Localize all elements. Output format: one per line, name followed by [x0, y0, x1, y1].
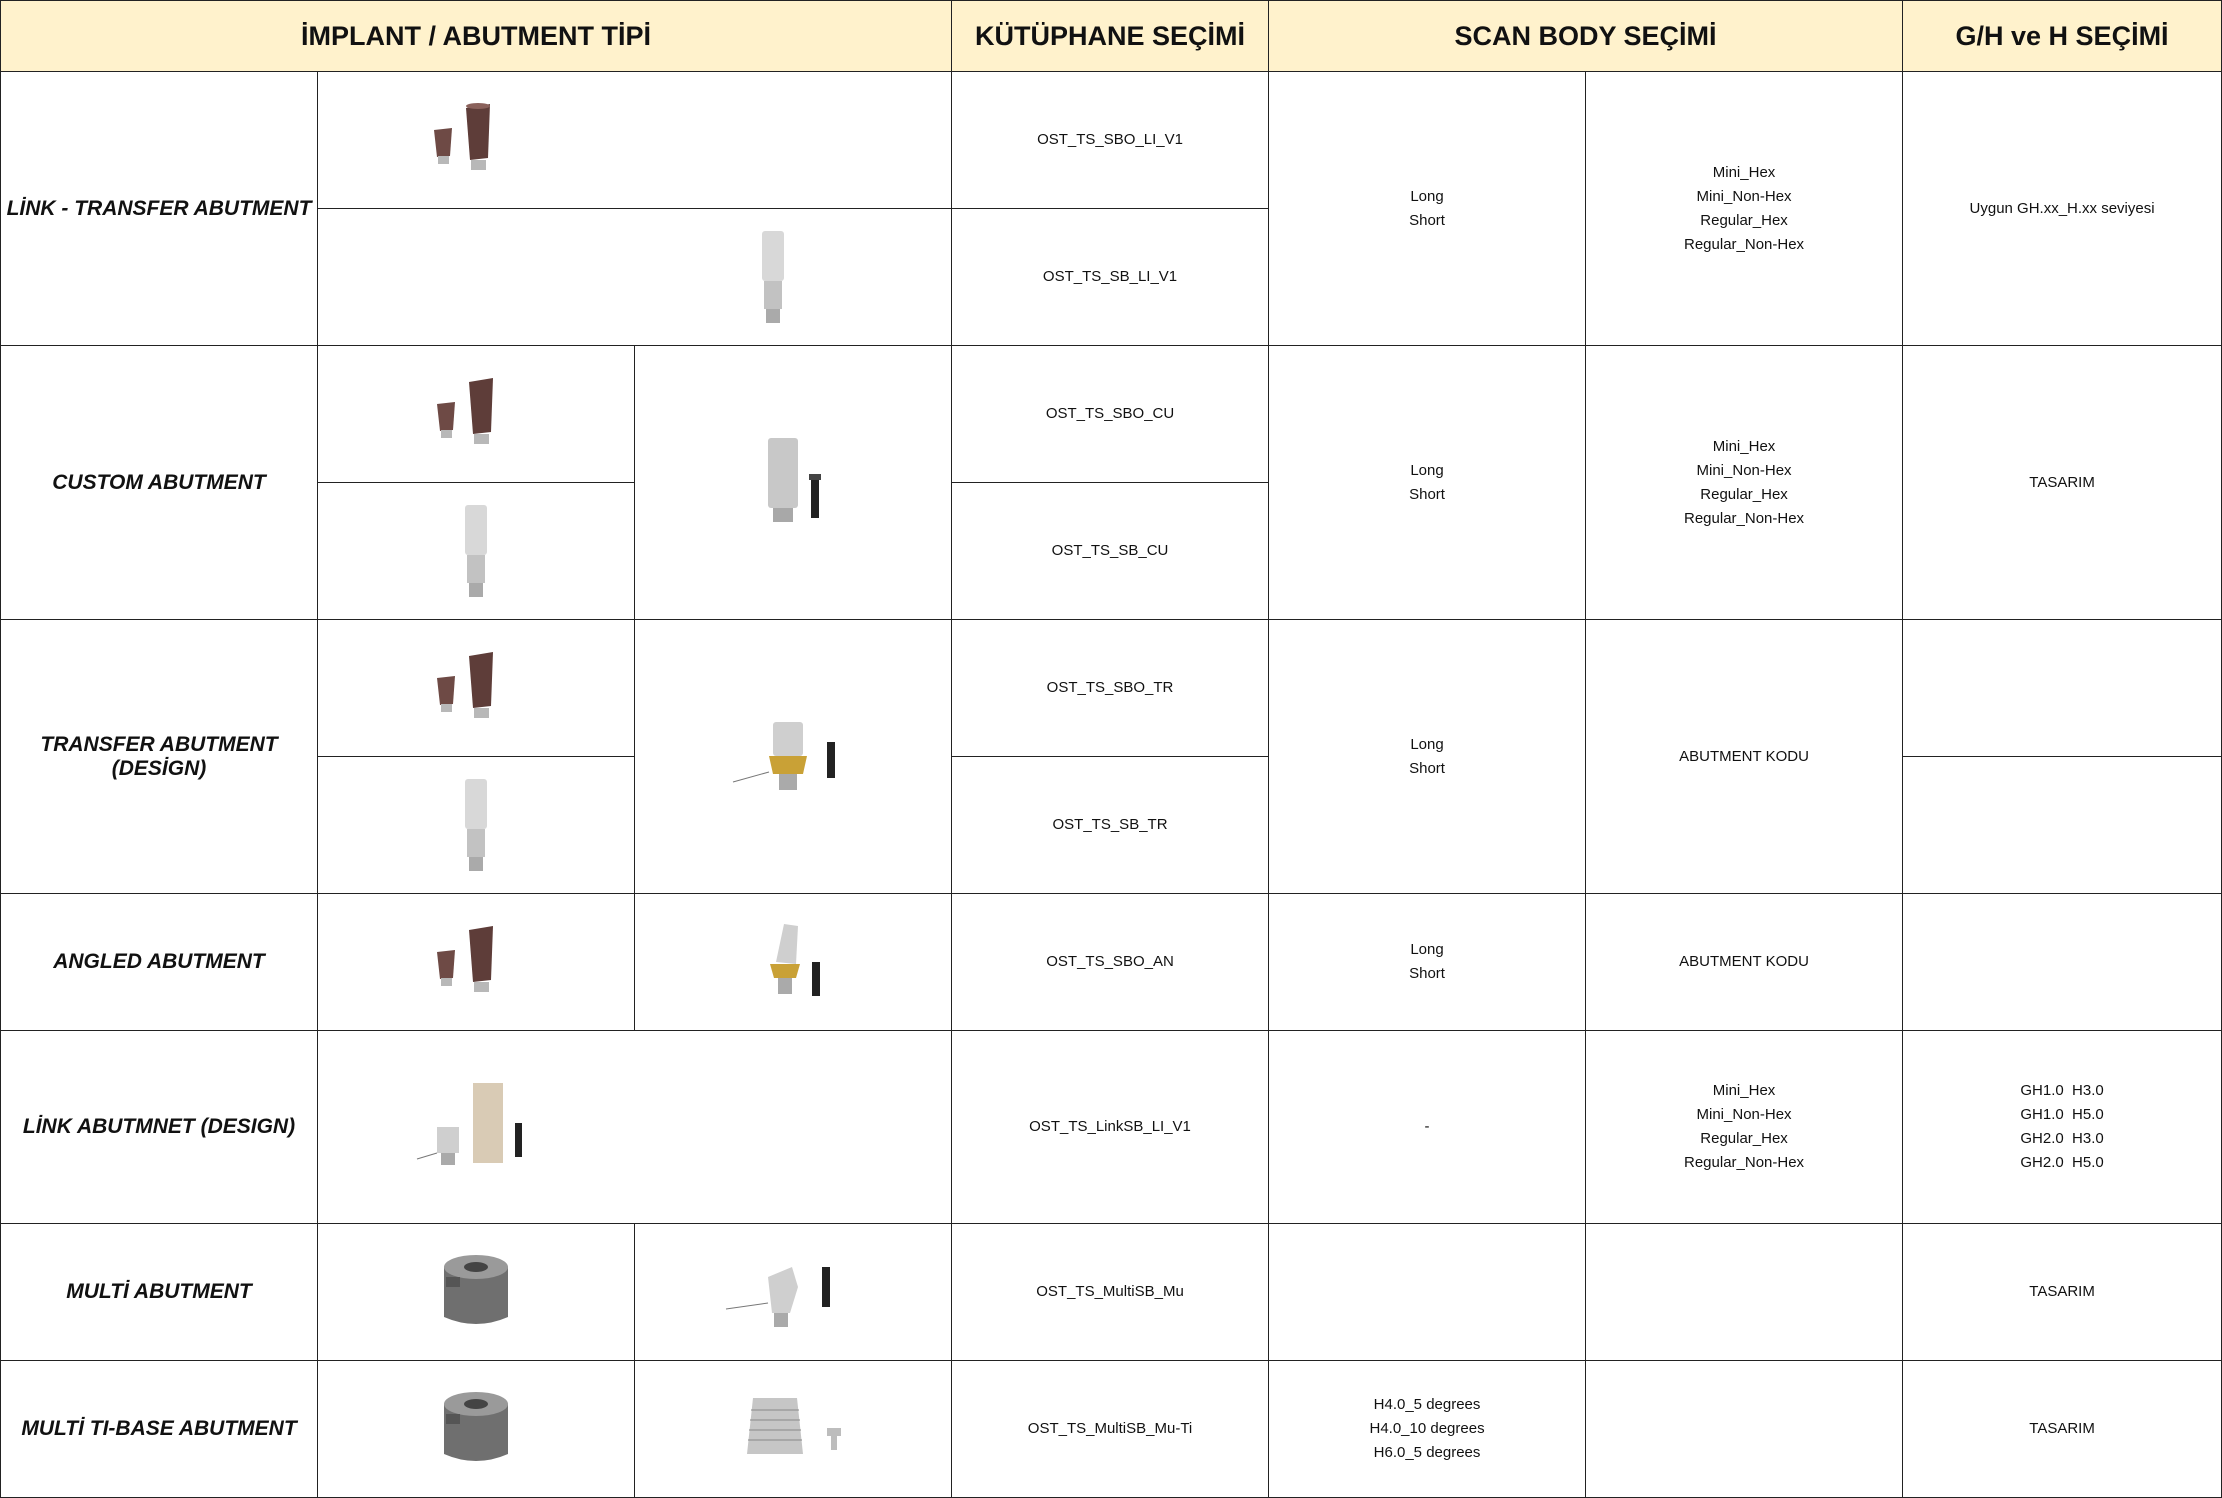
ti-base-cylinder-icon — [723, 1384, 863, 1474]
gray-scanbody-icon — [758, 227, 788, 327]
gray-scanbody-icon — [461, 775, 491, 875]
gold-transfer-abutment-icon — [723, 712, 863, 802]
lib-custom-sb: OST_TS_SB_CU — [952, 483, 1269, 620]
row-name-multi: MULTİ ABUTMENT — [1, 1224, 318, 1361]
row-name-link-design: LİNK ABUTMNET (DESIGN) — [1, 1031, 318, 1224]
length-angled: Long Short — [1269, 894, 1586, 1031]
length-multi-tibase: H4.0_5 degrees H4.0_10 degrees H6.0_5 degrees — [1269, 1361, 1586, 1498]
scanbody-brown-image — [318, 72, 952, 209]
header-implant-type: İMPLANT / ABUTMENT TİPİ — [1, 1, 952, 72]
row-name-link-transfer: LİNK - TRANSFER ABUTMENT — [1, 72, 318, 346]
brown-scanbody-pair-icon — [428, 100, 518, 180]
gh-transfer-design-bottom — [1903, 757, 2222, 894]
gray-scanbody-icon — [461, 501, 491, 601]
row-name-custom: CUSTOM ABUTMENT — [1, 346, 318, 620]
row-name-transfer-design: TRANSFER ABUTMENT (DESİGN) — [1, 620, 318, 894]
multi-abutment-diagram-icon — [718, 1247, 868, 1337]
gh-transfer-design-top — [1903, 620, 2222, 757]
scanbody-gray-image — [318, 483, 635, 620]
row-name-multi-tibase: MULTİ TI-BASE ABUTMENT — [1, 1361, 318, 1498]
gh-link-design: GH1.0 H3.0 GH1.0 H5.0 GH2.0 H3.0 GH2.0 H5.0 — [1903, 1031, 2222, 1224]
ti-base-image — [635, 1361, 952, 1498]
row-name-angled: ANGLED ABUTMENT — [1, 894, 318, 1031]
header-scanbody: SCAN BODY SEÇİMİ — [1269, 1, 1903, 72]
connection-transfer-design: ABUTMENT KODU — [1586, 620, 1903, 894]
scanbody-brown-image — [318, 620, 635, 757]
lib-multi-tibase: OST_TS_MultiSB_Mu-Ti — [952, 1361, 1269, 1498]
scanbody-brown-image — [318, 894, 635, 1031]
link-abutment-image — [318, 1031, 952, 1224]
lib-link-sb: OST_TS_SB_LI_V1 — [952, 209, 1269, 346]
ti-base-abutment-icon — [753, 428, 833, 538]
connection-angled: ABUTMENT KODU — [1586, 894, 1903, 1031]
lib-link-design: OST_TS_LinkSB_LI_V1 — [952, 1031, 1269, 1224]
scanbody-gray-image — [318, 757, 635, 894]
angled-abutment-image — [635, 894, 952, 1031]
multi-scanbody-icon — [436, 1384, 516, 1474]
multi-scanbody-image — [318, 1361, 635, 1498]
lib-angled: OST_TS_SBO_AN — [952, 894, 1269, 1031]
connection-multi — [1586, 1224, 1903, 1361]
brown-scanbody-pair-icon — [431, 374, 521, 454]
connection-link-transfer: Mini_Hex Mini_Non-Hex Regular_Hex Regular_Non-Hex — [1586, 72, 1903, 346]
gh-multi-tibase: TASARIM — [1903, 1361, 2222, 1498]
length-link-transfer: Long Short — [1269, 72, 1586, 346]
connection-link-design: Mini_Hex Mini_Non-Hex Regular_Hex Regular_Non-Hex — [1586, 1031, 1903, 1224]
scanbody-gray-image — [318, 209, 952, 346]
lib-transfer-sb: OST_TS_SB_TR — [952, 757, 1269, 894]
length-link-design: - — [1269, 1031, 1586, 1224]
lib-multi: OST_TS_MultiSB_Mu — [952, 1224, 1269, 1361]
length-multi — [1269, 1224, 1586, 1361]
multi-scanbody-icon — [436, 1247, 516, 1337]
length-custom: Long Short — [1269, 346, 1586, 620]
custom-abutment-image — [635, 346, 952, 620]
lib-transfer-sbo: OST_TS_SBO_TR — [952, 620, 1269, 757]
lib-custom-sbo: OST_TS_SBO_CU — [952, 346, 1269, 483]
length-transfer-design: Long Short — [1269, 620, 1586, 894]
angled-abutment-icon — [748, 912, 838, 1012]
header-library: KÜTÜPHANE SEÇİMİ — [952, 1, 1269, 72]
lib-link-sbo: OST_TS_SBO_LI_V1 — [952, 72, 1269, 209]
gh-angled — [1903, 894, 2222, 1031]
connection-multi-tibase — [1586, 1361, 1903, 1498]
multi-scanbody-image — [318, 1224, 635, 1361]
gh-multi: TASARIM — [1903, 1224, 2222, 1361]
multi-abutment-image — [635, 1224, 952, 1361]
link-abutment-diagram-icon — [413, 1077, 563, 1177]
connection-custom: Mini_Hex Mini_Non-Hex Regular_Hex Regular_Non-Hex — [1586, 346, 1903, 620]
transfer-abutment-image — [635, 620, 952, 894]
gh-link-transfer: Uygun GH.xx_H.xx seviyesi — [1903, 72, 2222, 346]
brown-scanbody-pair-icon — [431, 648, 521, 728]
gh-custom: TASARIM — [1903, 346, 2222, 620]
scanbody-brown-image — [318, 346, 635, 483]
header-gh: G/H ve H SEÇİMİ — [1903, 1, 2222, 72]
brown-scanbody-pair-icon — [431, 922, 521, 1002]
